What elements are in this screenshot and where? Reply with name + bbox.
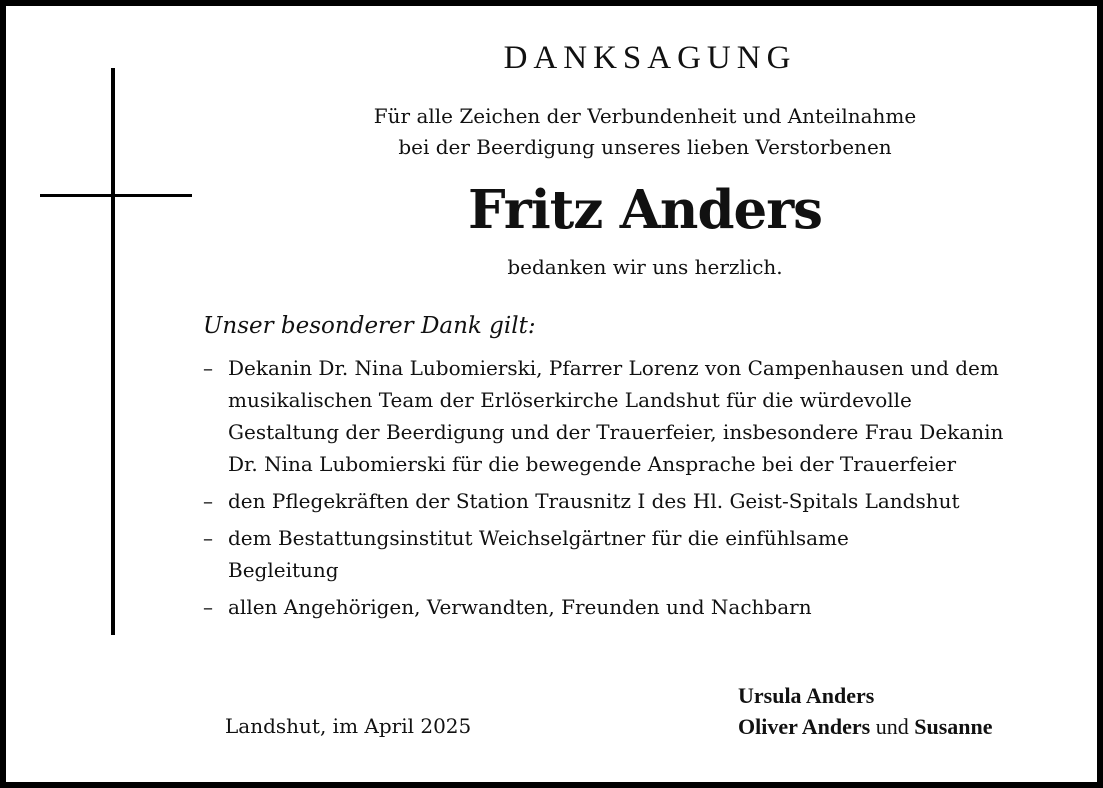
place-date: Landshut, im April 2025 xyxy=(225,714,472,738)
intro-line-2: bei der Beerdigung unseres lieben Verstorbenen xyxy=(398,135,892,159)
signers-block xyxy=(738,680,993,743)
list-item xyxy=(203,522,1083,586)
signer-name-oliver: Oliver Anders xyxy=(738,714,871,739)
intro-text xyxy=(300,101,990,163)
notice-heading: DANKSAGUNG xyxy=(503,40,797,76)
list-dash: – xyxy=(203,489,213,513)
signer-connector: und xyxy=(870,714,915,739)
list-item xyxy=(203,352,1083,480)
list-dash: – xyxy=(203,595,213,619)
closing-text: bedanken wir uns herzlich. xyxy=(507,255,783,279)
signer-line-1: Ursula Anders xyxy=(738,683,875,708)
signer-name-susanne: Susanne xyxy=(914,714,993,739)
list-item xyxy=(203,485,1083,517)
list-item-text: allen Angehörigen, Verwandten, Freunden und Nachbarn xyxy=(228,595,812,619)
list-dash: – xyxy=(203,526,213,550)
signer-line-2 xyxy=(738,711,993,743)
list-dash: – xyxy=(203,356,213,380)
list-item xyxy=(203,591,1083,623)
cross-horizontal-bar xyxy=(40,194,192,197)
thanks-list xyxy=(203,352,1083,628)
list-item-text: Dekanin Dr. Nina Lubomierski, Pfarrer Lorenz von Campenhausen und dem musikalischen Team der Erlöserkirche Landshut für die würdevolle Gestaltung der Beerdigung und der Trauerfeier, insbesondere Frau Dekanin Dr. Nina Lubomierski für die bewegende Ansprache bei der Trauerfeier xyxy=(228,356,1004,476)
list-item-text: dem Bestattungsinstitut Weichselgärtner für die einfühlsame Begleitung xyxy=(228,526,849,582)
deceased-name: Fritz Anders xyxy=(468,179,822,241)
cross-vertical-bar xyxy=(111,68,115,635)
intro-line-1: Für alle Zeichen der Verbundenheit und Anteilnahme xyxy=(373,104,917,128)
list-item-text: den Pflegekräften der Station Trausnitz I des Hl. Geist-Spitals Landshut xyxy=(228,489,960,513)
thanks-heading: Unser besonderer Dank gilt: xyxy=(203,313,536,339)
